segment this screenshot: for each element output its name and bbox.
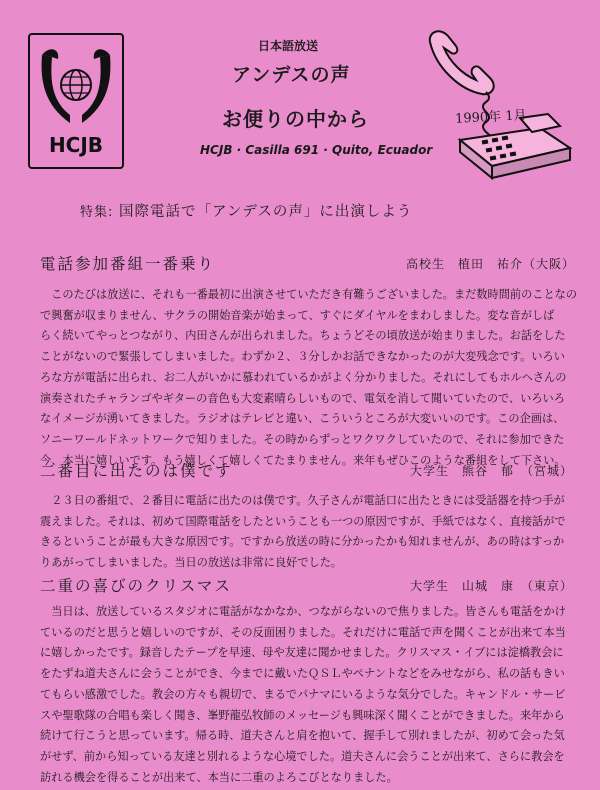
body-line: をたずね道夫さんに会うことができ、今までに戴いたＱＳＬやペナントなどをみせながら、私の話もきい [40,667,565,681]
issue-date: 1990年 1月 [454,108,527,127]
section-heading: 二重の喜びのクリスマス [40,577,232,595]
section-heading: 電話参加番組一番乗り [40,255,216,273]
body-line: 今、本当に嬉しいです。もう嬉しくて嬉しくてたまりません。来年もぜひこのような番組をして下さい。 [40,453,566,467]
feature-tag: 特集: [80,205,114,220]
body-line: てもらい感激でした。教会の方々も親切で、まるでパナマにいるような気分でした。キャンドル・サービ [40,687,566,701]
newsletter-subtitle: お便りの中から [222,107,369,131]
logo-text: HCJB [48,133,104,157]
body-line: りあがってしまいました。当日の放送は非常に良好でした。 [40,556,343,570]
feature-headline [80,200,412,221]
body-line: で興奮が収まりません、サクラの開始音楽が始まって、すぐにダイヤルをまわしました。変な音がしば [40,308,555,322]
body-line: がせず、前から知っている友達と別れるような心境でした。道夫さんに会うことが出来て、さらに教会を [40,749,565,763]
station-address: HCJB · Casilla 691 · Quito, Ecuador [200,143,433,157]
station-label: 日本語放送 [258,39,319,53]
section-author: 高校生 植田 祐介（大阪） [406,257,576,271]
body-line: 続けて行こうと思っています。帰る時、道夫さんと肩を抱いて、握手して別れましたが、初めて会った気 [40,729,565,743]
body-line: 当日は、放送しているスタジオに電話がなかなか、つながらないので焦りました。皆さんも電話をかけ [40,605,566,618]
body-line: 震えました。それは、初めて国際電話をしたということも一つの原因ですが、手紙ではなく、直接話がで [40,514,566,528]
body-line: きるということが最も大きな原因です。ですから放送の時に分かったかも知れませんが、あの時はすっか [40,535,565,549]
hcjb-logo [28,33,124,169]
section-body [40,602,570,788]
body-line: なイメージが湧いてきました。ラジオはテレビと違い、こういうところが大変いいのです。この企画は、 [40,412,565,426]
section-author: 大学生 山城 康 （東京） [410,579,574,593]
body-line: ろな方が電話に出られ、お二人がいかに慕われているかがよく分かりました。それにしてもホルヘさんの [40,370,567,384]
body-line: 訪れる機会を得ることが出来て、本当に二重のよろこびとなりました。 [40,770,398,784]
body-line: に嬉しかったです。録音したテープを早速、母や友達に聞かせました。クリスマス・イブには淀橋教会に [40,646,564,660]
body-line: このたびは放送に、それも一番最初に出演させていただき有難うございました。まだ数時間前のことなの [40,288,578,301]
body-line: ているのだと思うと嬉しいのですが、その反面困りました。それだけに電話で声を聞くことが出来て本当 [40,625,566,639]
newsletter-title: アンデスの声 [232,64,351,86]
section-heading: 二番目に出たのは僕です [40,462,233,480]
feature-text: 国際電話で「アンデスの声」に出演しよう [119,204,413,220]
body-line: ２３日の番組で、２番目に電話に出たのは僕です。久子さんが電話口に出たときには受話器を持つ手が [40,494,565,507]
section-author: 大学生 熊谷 郁 （宮城） [410,464,574,478]
body-line: 演奏されたチャランゴやギターの音色も大変素晴らしいもので、電気を消して聞いていたので、いろいろ [40,391,565,405]
body-line: スや聖歌隊の合唱も楽しく聞き、峯野龍弘牧師のメッセージも興味深く聞くことができました。来年から [40,708,565,722]
body-line: ことがないので緊張してしまいました。わずか２、３分しかお話できなかったのが大変残念です。いろい [40,350,565,364]
section-body [40,491,570,574]
body-line: ソニーワールドネットワークで知りました。その時からずっとワクワクしていたので、それに参加できた [40,432,565,446]
body-line: らく続いてやっとつながり、内田さんが出られました。ちょうどその頃放送が始まりました。お話をした [40,329,566,343]
